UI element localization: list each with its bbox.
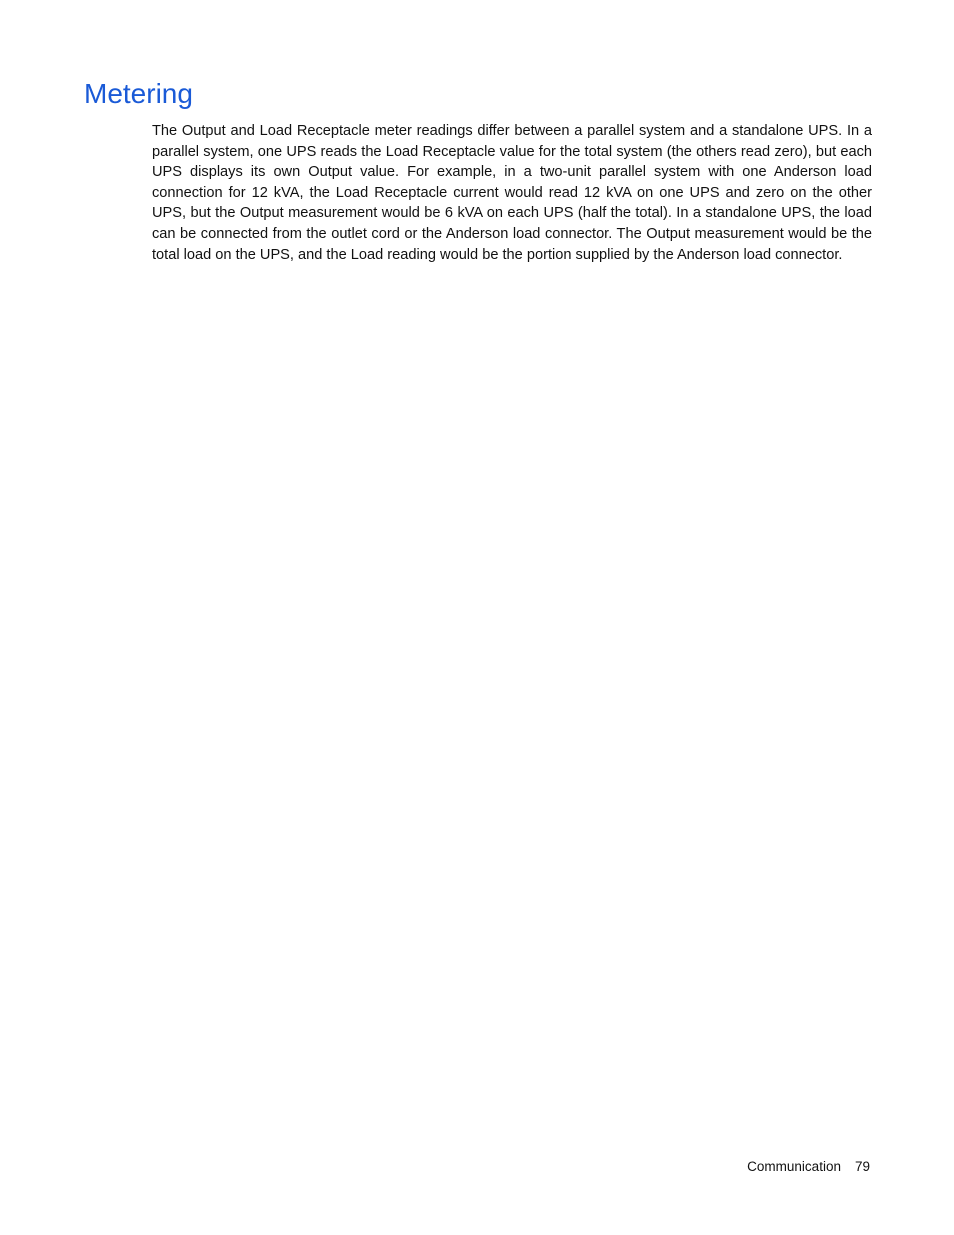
section-title: Metering [84,78,193,109]
footer-chapter-name: Communication [747,1159,841,1174]
page-number: 79 [854,1159,870,1174]
body-paragraph: The Output and Load Receptacle meter readings differ between a parallel system and a standalone UPS. In a parallel system, one UPS reads the Load Receptacle value for the total system (the others read zero), but each UPS displays its own Output value. For example, in a two-unit parallel system with one Anderson load connection for 12 kVA, the Load Receptacle current would read 12 kVA on one UPS and zero on the other UPS, but the Output measurement would be 6 kVA on each UPS (half the total). In a standalone UPS, the load can be connected from the outlet cord or the Anderson load connector. The Output measurement would be the total load on the UPS, and the Load reading would be the portion supplied by the Anderson load connector. [152,123,872,263]
page-footer [747,1158,870,1176]
